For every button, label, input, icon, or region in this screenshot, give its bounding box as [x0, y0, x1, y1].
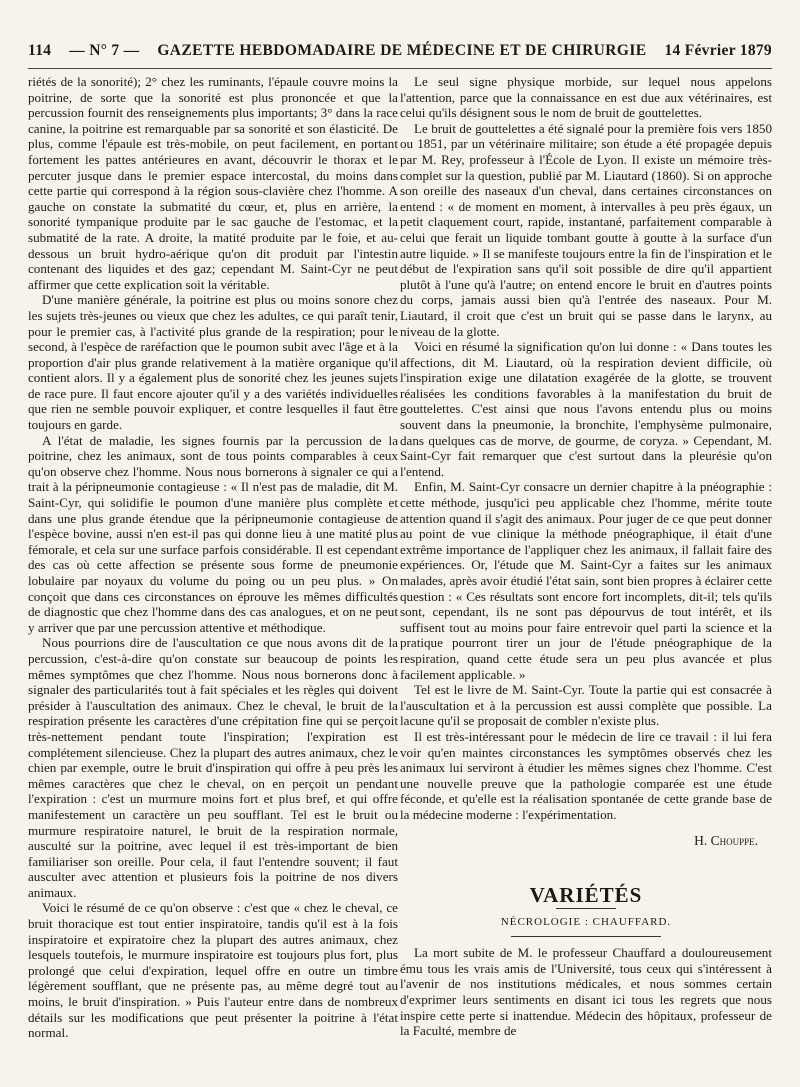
page-header — [28, 42, 772, 69]
right-column — [400, 74, 772, 1064]
paragraph: Le bruit de gouttelettes a été signalé pour la première fois vers 1850 ou 1851, par un vétérinaire militaire; son étude a été propagée depuis par M. Rey, professeur à l'École de Lyon. Il existe un mémoire très-complet sur la question, publié par M. Liautard (1860). Si on approche son oreille des naseaux d'un cheval, dans certaines circonstances on entend : « de moment en moment, à intervalles à peu près égaux, un petit claquement court, rapide, instantané, parfaitement comparable à celui que ferait un liquide tombant goutte à goutte à la surface d'un autre liquide. » Il se manifeste toujours entre la fin de l'inspiration et le début de l'expiration sans qu'il soit possible de dire qu'il appartient plutôt à l'une qu'à l'autre; on entend encore le bruit en d'autres points du corps, jamais aussi bien qu'à l'entrée des naseaux. Pour M. Liautard, il croit que c'est un bruit qui se passe dans le larynx, au niveau de la glotte. — [400, 120, 772, 339]
author-signature: H. Chouppe. — [694, 832, 758, 848]
paragraph: Le seul signe physique morbide, sur lequel nous appelons l'attention, parce que la connaissance en est due aux vétérinaires, est celui qu'ils désignent sous le nom de bruit de gouttelettes. — [400, 74, 772, 121]
journal-title: GAZETTE HEBDOMADAIRE DE MÉDECINE ET DE CHIRURGIE — [157, 42, 647, 59]
paragraph: Enfin, M. Saint-Cyr consacre un dernier chapitre à la pnéographie : cette méthode, jusqu'ici peu applicable chez l'homme, mérite toute attention quand il s'agit des animaux. Pour juger de ce que peut donner au point de vue clinique la méthode pnéographique, il était d'une extrême importance de l'appliquer chez les animaux, il fallait faire des expériences. Or, l'étude que M. Saint-Cyr a faites sur les animaux malades, après avoir étudié l'état sain, sont bien propres à éclairer cette question : « Ces résultats sont encore fort incomplets, dit-il; tels qu'ils sont, cependant, ils ne sont pas dépourvus de tout intérêt, et ils suffisent tout au moins pour faire entrevoir quel parti la science et la pratique pourront tirer un jour de l'étude pnéographique de la respiration, quand cette étude sera un peu plus avancée et plus facilement applicable. » — [400, 479, 772, 682]
paragraph: riétés de la sonorité); 2° chez les ruminants, l'épaule couvre moins la poitrine, de sorte que la sonorité est plus prononcée et que la percussion fournit des renseignements plus importants; 3° dans la race canine, la poitrine est remarquable par sa sonorité et son élasticité. De plus, comme l'épaule est très-mobile, on peut facilement, en portant fortement les pattes antérieures en avant, découvrir le thorax et le percuter jusque dans le premier espace intercostal, du moins dans cette partie qui correspond à la région sous-clavière chez l'homme. A gauche on constate la submatité du cœur, et, plus en arrière, la sonorité tympanique produite par le sac gauche de l'estomac, et la submatité de la rate. A droite, la matité produite par le foie, et au-dessous un bruit hydro-aérique qu'on dit produit par l'intestin contenant des liquides et des gaz; cependant M. Saint-Cyr ne peut affirmer que cette explication soit la véritable. — [28, 74, 398, 292]
paragraph: Il est très-intéressant pour le médecin de lire ce travail : il lui fera voir qu'en maintes circonstances les symptômes observés chez les animaux lui serviront à étudier les mêmes signes chez l'homme. C'est une nouvelle preuve que la pathologie comparée est une étude féconde, et qu'elle est la réalisation spontanée de cette grande base de la médecine moderne : l'expérimentation. — [400, 728, 772, 822]
paragraph: Nous pourrions dire de l'auscultation ce que nous avons dit de la percussion, c'est-à-dire qu'on constate sur beaucoup de points les mêmes symptômes que chez l'homme. Nous nous bornerons donc à signaler des particularités tout à fait spéciales et les règles qui doivent présider à l'auscultation des animaux. Chez le cheval, le bruit de la respiration présente les caractères d'une crépitation fine qui se perçoit très-nettement pendant toute l'inspiration; l'expiration est complétement silencieuse. Chez la plupart des autres animaux, chez le chien par exemple, outre le bruit d'inspiration qui offre à peu près les mêmes caractères que chez le cheval, on en perçoit un pendant l'expiration : c'est un murmure moins fort et plus bref, et qui offre manifestement un caractère un peu soufflant. Tel est le bruit ou murmure respiratoire naturel, le bruit de la respiration normale, ausculté sur la poitrine, avec lequel il est très-important de bien familiariser son oreille. Pour cela, il faut l'entendre souvent; il faut ausculter avec attention et plusieurs fois la poitrine de nos divers animaux. — [28, 635, 398, 900]
section-subtitle: NÉCROLOGIE : CHAUFFARD. — [500, 915, 672, 928]
paragraph: La mort subite de M. le professeur Chauffard a douloureusement ému tous les vrais amis de l'Université, tous ceux qui s'intéressent à l'avenir de nos institutions médicales, et nous sommes certain d'exprimer leurs sentiments en disant ici tous les regrets que nous inspire cette perte si inattendue. Médecin des hôpitaux, professeur de la Faculté, membre de — [400, 945, 772, 1039]
paragraph: Voici en résumé la signification qu'on lui donne : « Dans toutes les affections, dit M. Liautard, où la respiration devient difficile, où l'inspiration exige une dilatation exagérée de la glotte, se trouvent réalisées les conditions favorables à la manifestation du bruit de gouttelettes. C'est ainsi que nous l'avons entendu plus ou moins souvent dans la pneumonie, la bronchite, l'emphysème pulmonaire, dans quelques cas de morve, de gourme, de coryza. » Cependant, M. Saint-Cyr fait remarquer que c'est surtout dans la pleurésie qu'on l'entend. — [400, 339, 772, 479]
issue-number: — N° 7 — — [69, 42, 140, 59]
section-title: VARIÉTÉS — [529, 883, 643, 908]
paragraph: A l'état de maladie, les signes fournis par la percussion de la poitrine, chez les animaux, sont de tous points comparables à ceux qu'on observe chez l'homme. Nous nous bornerons à signaler ce qui a trait à la péripneumonie contagieuse : « Il n'est pas de maladie, dit M. Saint-Cyr, qui solidifie le poumon d'une manière plus complète et dans une plus grande étendue que la péripneumonie contagieuse de l'espèce bovine, aussi n'en est-il pas qui donne lieu à une matité plus fémorale, et cela sur une surface parfois considérable. Il est cependant des cas où cette affection se présente sous forme de pneumonie lobulaire par noyaux du volume du poing ou un peu plus. » On conçoit que dans ces circonstances on éprouve les mêmes difficultés de diagnostic que chez l'homme dans des cas analogues, et on ne peut y arriver que par une percussion attentive et méthodique. — [28, 432, 398, 635]
divider — [511, 936, 661, 937]
paragraph: Voici le résumé de ce qu'on observe : c'est que « chez le cheval, ce bruit thoracique est tout entier inspiratoire, tandis qu'il est à la fois inspiratoire et expiratoire chez la plupart des autres animaux, chez lesquels toutefois, le murmure inspiratoire est toujours plus fort, plus prolongé que celui d'expiration, lequel offre en outre un timbre légèrement soufflant, que ne présente pas, au même degré tout au moins, le bruit d'inspiration. » Puis l'auteur entre dans de nombreux détails sur les modifications que peut présenter la poitrine à l'état normal. — [28, 900, 398, 1041]
page-number: 114 — [28, 42, 52, 59]
paragraph: D'une manière générale, la poitrine est plus ou moins sonore chez les sujets très-jeunes ou vieux que chez les adultes, ce qui paraît tenir, pour le premier cas, à l'activité plus grande de la respiration; pour le second, à l'espèce de raréfaction que le poumon subit avec l'âge et à la proportion d'air plus grande relativement à la matière organique qu'il contient alors. Il y a également plus de sonorité chez les jeunes sujets de race pure. Il faut encore ajouter qu'il y a des variétés individuelles que rien ne semble pouvoir expliquer, et contre lesquelles il faut être toujours en garde. — [28, 292, 398, 433]
paragraph: Tel est le livre de M. Saint-Cyr. Toute la partie qui est consacrée à l'auscultation et à la percussion est aussi complète que possible. La lacune qu'il se proposait de combler n'existe plus. — [400, 682, 772, 729]
left-column — [28, 74, 398, 1064]
issue-date: 14 Février 1879 — [664, 42, 772, 59]
divider — [556, 908, 616, 909]
